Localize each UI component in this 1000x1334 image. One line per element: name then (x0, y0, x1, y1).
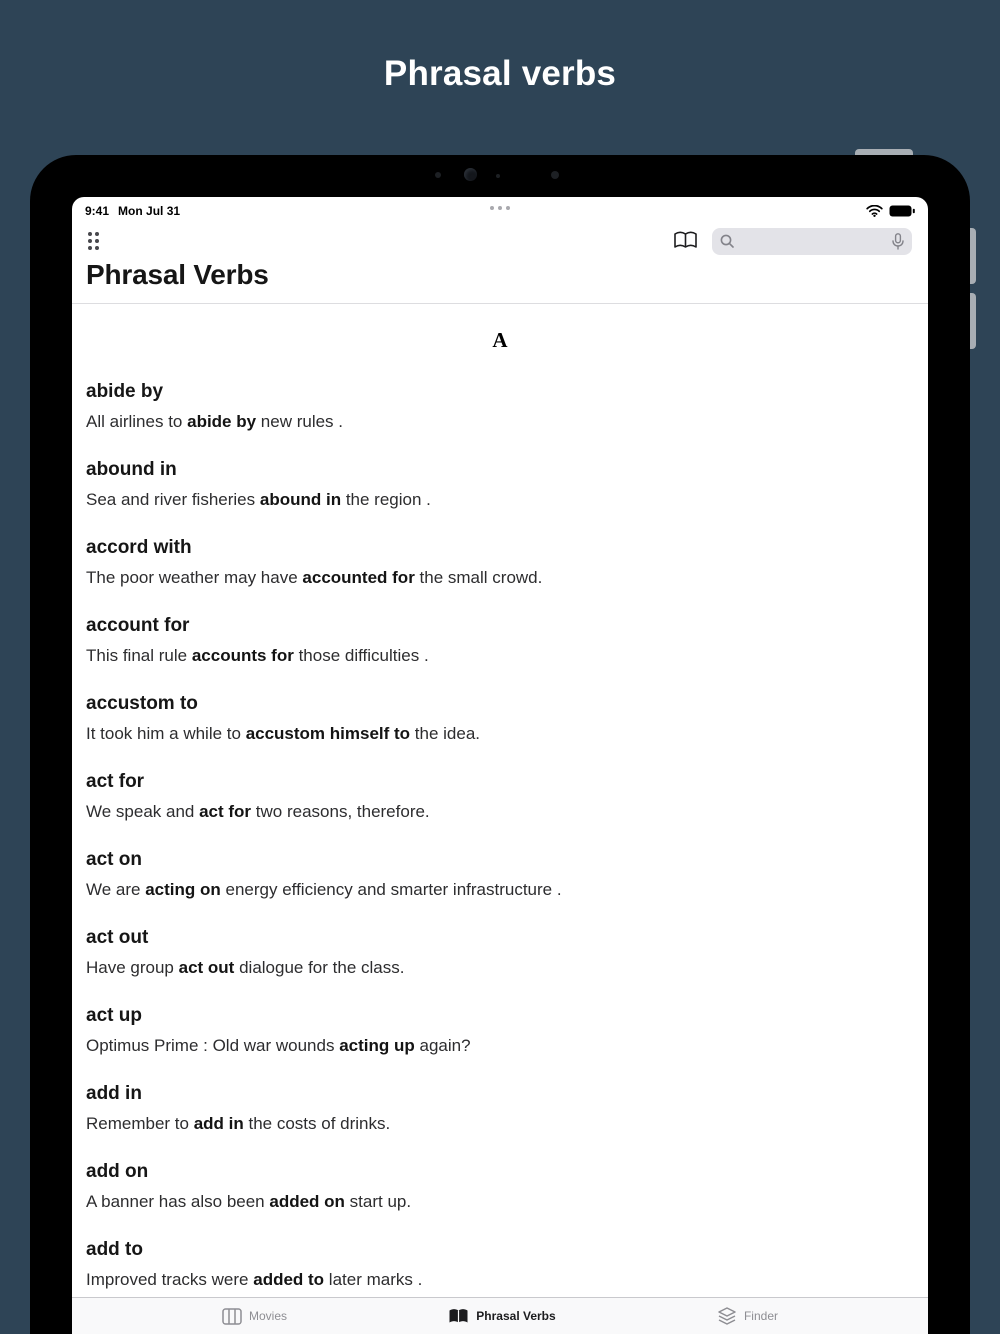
entry-item (86, 614, 914, 668)
front-sensor-dot (435, 172, 441, 178)
entry-item (86, 1082, 914, 1136)
entry-item (86, 926, 914, 980)
section-letter: A (492, 328, 508, 352)
entry-term: act out (86, 927, 149, 948)
entry-term: act on (86, 849, 142, 870)
movies-icon (222, 1308, 242, 1325)
tab-phrasal-verbs-label: Phrasal Verbs (476, 1309, 556, 1323)
front-sensor-dot (496, 174, 500, 178)
entry-item (86, 1160, 914, 1214)
entry-term: account for (86, 615, 190, 636)
entry-example: Have group act out dialogue for the class. (86, 958, 405, 977)
toolbar (72, 223, 928, 259)
entry-list (86, 380, 914, 1292)
dictionary-reader-icon[interactable] (673, 231, 698, 251)
status-time: 9:41 (85, 204, 110, 218)
entry-item (86, 458, 914, 512)
entry-example: Improved tracks were added to later marks . (86, 1270, 423, 1289)
entry-item (86, 1238, 914, 1292)
battery-icon (889, 205, 915, 217)
app-page-title: Phrasal Verbs (86, 259, 269, 290)
entry-example: Sea and river fisheries abound in the region . (86, 490, 431, 509)
entry-item (86, 692, 914, 746)
entry-example: We speak and act for two reasons, therefore. (86, 802, 430, 821)
entry-example: Optimus Prime : Old war wounds acting up again? (86, 1036, 471, 1055)
device-screen (72, 197, 928, 1334)
wifi-icon (866, 205, 883, 217)
page-title: Phrasal verbs (383, 54, 617, 93)
tab-bar (72, 1297, 928, 1334)
front-sensor-dot (551, 171, 559, 179)
entry-example: It took him a while to accustom himself to the idea. (86, 724, 481, 743)
front-camera (464, 168, 477, 181)
entry-scroll-area[interactable] (72, 304, 928, 1334)
more-options-icon[interactable] (88, 232, 99, 250)
entry-example: All airlines to abide by new rules . (86, 412, 344, 431)
entry-term: add to (86, 1239, 143, 1260)
entry-term: abound in (86, 459, 177, 480)
layers-stack-icon (717, 1307, 737, 1325)
entry-item (86, 770, 914, 824)
entry-example: Remember to add in the costs of drinks. (86, 1114, 391, 1133)
entry-item (86, 380, 914, 434)
entry-term: add in (86, 1083, 142, 1104)
entry-term: accord with (86, 537, 192, 558)
tab-movies[interactable] (222, 1308, 287, 1325)
entry-example: The poor weather may have accounted for the small crowd. (86, 568, 543, 587)
search-icon (720, 234, 734, 248)
entry-term: abide by (86, 381, 164, 402)
entry-item (86, 848, 914, 902)
entry-item (86, 1004, 914, 1058)
entry-example: We are acting on energy efficiency and smarter infrastructure . (86, 880, 562, 899)
search-input[interactable] (739, 227, 887, 256)
open-book-icon (448, 1308, 469, 1325)
mic-icon[interactable] (892, 233, 904, 250)
entry-term: act up (86, 1005, 142, 1026)
status-date: Mon Jul 31 (118, 204, 181, 218)
entry-term: act for (86, 771, 145, 792)
entry-item (86, 536, 914, 590)
status-bar (72, 200, 928, 222)
tab-finder[interactable] (717, 1307, 778, 1325)
entry-term: add on (86, 1161, 149, 1182)
entry-example: A banner has also been added on start up. (86, 1192, 412, 1211)
entry-example: This final rule accounts for those difficulties . (86, 646, 429, 665)
tab-phrasal-verbs[interactable] (448, 1308, 555, 1325)
search-field[interactable] (712, 228, 912, 255)
multitasking-indicator[interactable] (72, 206, 928, 210)
entry-term: accustom to (86, 693, 198, 714)
ipad-device-frame (30, 155, 970, 1334)
tab-movies-label: Movies (249, 1309, 288, 1323)
tab-finder-label: Finder (743, 1309, 778, 1323)
